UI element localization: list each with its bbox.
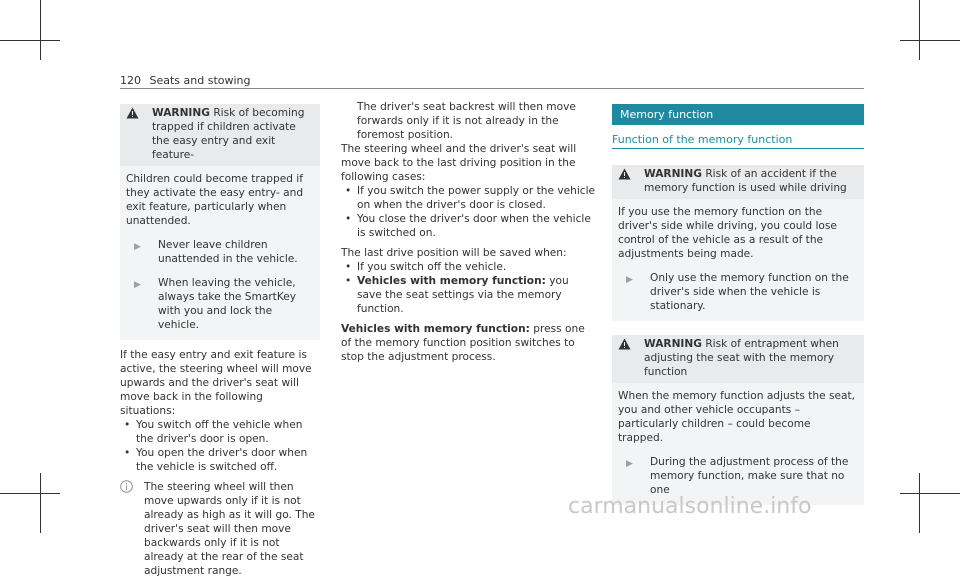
crop-mark — [919, 0, 920, 60]
bullet-icon: • — [124, 447, 131, 459]
paragraph-bold: Vehicles with memory function: — [341, 323, 530, 335]
list-item — [126, 276, 314, 332]
bullet-text: You close the driver's door when the vehicle is switched on. — [357, 213, 591, 239]
crop-mark — [900, 493, 960, 494]
list-item — [126, 238, 314, 266]
paragraph: The steering wheel and the driver's seat will move back to the last driving position in the following cases: — [341, 143, 577, 183]
header-divider — [120, 88, 864, 89]
paragraph: If the easy entry and exit feature is active, the steering wheel will move upwards and the driver's seat will move back in the following situations: — [120, 349, 312, 417]
warning-label: WARNING — [152, 107, 210, 119]
warning-title: Risk of an accident if the memory function is used while driving — [644, 168, 847, 194]
list-item — [120, 446, 320, 474]
section-title: Seats and stowing — [149, 74, 251, 87]
crop-mark — [0, 493, 60, 494]
warning-box — [612, 335, 864, 505]
warning-step: Never leave children unattended in the vehicle. — [158, 239, 298, 265]
bullet-icon: • — [345, 275, 352, 287]
paragraph: The last drive position will be saved when: — [341, 247, 567, 259]
bullet-text: If you switch the power supply or the vehicle on when the driver's door is closed. — [357, 185, 596, 211]
list-item — [341, 274, 596, 316]
paragraph: The driver's seat backrest will then move forwards only if it is not already in the foremost position. — [357, 101, 576, 141]
column-3 — [612, 104, 864, 505]
paragraph: press one of the memory function position switches to stop the adjustment process. — [341, 323, 585, 363]
list-item — [341, 212, 596, 240]
warning-body: If you use the memory function on the driver's side while driving, you could lose control of the vehicle as a result of the adjustments being made. — [618, 206, 837, 260]
warning-title: Risk of entrapment when adjusting the seat with the memory function — [644, 338, 839, 378]
crop-mark — [919, 473, 920, 533]
warning-body: Children could become trapped if they activate the easy entry- and exit feature, particularly when unattended. — [126, 173, 304, 227]
subsection-heading: Function of the memory function — [612, 133, 864, 149]
bullet-icon: • — [345, 185, 352, 197]
warning-step: During the adjustment process of the memory function, make sure that no one — [650, 456, 849, 496]
note — [120, 480, 320, 578]
info-icon — [120, 480, 134, 578]
page-header — [120, 74, 251, 88]
bullet-bold: Vehicles with memory function: — [357, 275, 546, 287]
warning-label: WARNING — [644, 338, 702, 350]
warning-box — [612, 165, 864, 321]
warning-body: When the memory function adjusts the seat, you and other vehicle occupants – particularly children – could become trapped. — [618, 390, 856, 444]
warning-step: Only use the memory function on the driver's side when the vehicle is stationary. — [650, 272, 849, 312]
bullet-text: You open the driver's door when the vehicle is switched off. — [136, 447, 308, 473]
warning-triangle-icon — [618, 168, 632, 195]
column-2 — [341, 100, 596, 364]
list-item — [341, 260, 596, 274]
note-text: The steering wheel will then move upwards only if it is not already as high as it will go. The driver's seat will then move backwards only if it is not already at the rear of the seat adjustment range. — [144, 481, 315, 577]
arrow-icon: ▶ — [134, 280, 141, 290]
warning-title: Risk of becoming trapped if children activate the easy entry and exit feature- — [152, 107, 305, 161]
bullet-icon: • — [124, 419, 131, 431]
warning-triangle-icon — [618, 338, 632, 379]
crop-mark — [40, 473, 41, 533]
arrow-icon: ▶ — [626, 275, 633, 285]
warning-box — [120, 104, 320, 340]
bullet-text: If you switch off the vehicle. — [357, 261, 507, 273]
warning-step: When leaving the vehicle, always take the SmartKey with you and lock the vehicle. — [158, 277, 297, 331]
watermark: carmanualsonline.info — [568, 494, 812, 519]
section-banner: Memory function — [612, 104, 864, 125]
list-item — [120, 418, 320, 446]
list-item — [618, 271, 858, 313]
bullet-text: you save the seat settings via the memory function. — [357, 275, 569, 315]
list-item — [341, 184, 596, 212]
bullet-text: You switch off the vehicle when the driver's door is open. — [136, 419, 303, 445]
arrow-icon: ▶ — [134, 242, 141, 252]
warning-label: WARNING — [644, 168, 702, 180]
bullet-icon: • — [345, 213, 352, 225]
page-number: 120 — [120, 74, 141, 87]
arrow-icon: ▶ — [626, 459, 633, 469]
warning-triangle-icon — [126, 107, 140, 162]
list-item — [618, 455, 858, 497]
crop-mark — [900, 40, 960, 41]
crop-mark — [0, 40, 60, 41]
column-1 — [120, 104, 320, 578]
bullet-icon: • — [345, 261, 352, 273]
crop-mark — [40, 0, 41, 60]
